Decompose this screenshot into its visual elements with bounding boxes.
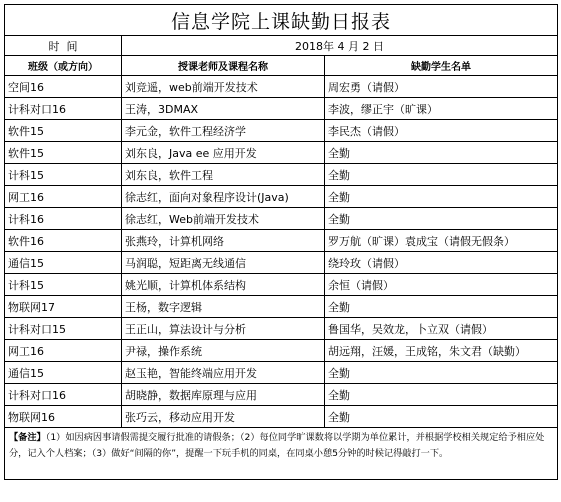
attendance-report — [4, 4, 557, 480]
row-class: 计科对口16 — [5, 98, 122, 120]
row-teacher-course: 张燕玲，计算机网络 — [122, 230, 325, 252]
row-teacher-course: 刘竞遥，web前端开发技术 — [122, 76, 325, 98]
row-class: 网工16 — [5, 340, 122, 362]
row-absent: 周宏勇（请假） — [325, 76, 558, 98]
row-teacher-course: 王杨，数字逻辑 — [122, 296, 325, 318]
header-teacher-course: 授课老师及课程名称 — [122, 56, 325, 76]
table-row — [5, 98, 558, 120]
report-title: 信息学院上课缺勤日报表 — [5, 5, 558, 36]
note-row — [5, 428, 558, 480]
table-row — [5, 340, 558, 362]
date-label: 时 间 — [5, 36, 122, 56]
row-class: 软件15 — [5, 120, 122, 142]
row-absent: 余恒（请假） — [325, 274, 558, 296]
row-class: 通信15 — [5, 362, 122, 384]
row-class: 计科15 — [5, 274, 122, 296]
table-row — [5, 230, 558, 252]
table-row — [5, 142, 558, 164]
row-teacher-course: 姚光顺，计算机体系结构 — [122, 274, 325, 296]
row-teacher-course: 刘东良，Java ee 应用开发 — [122, 142, 325, 164]
row-class: 计科对口15 — [5, 318, 122, 340]
table-row — [5, 164, 558, 186]
table-row — [5, 274, 558, 296]
table-row — [5, 296, 558, 318]
note-label: 【备注】 — [9, 432, 46, 443]
row-class: 通信15 — [5, 252, 122, 274]
row-class: 网工16 — [5, 186, 122, 208]
row-absent: 全勤 — [325, 186, 558, 208]
row-absent: 罗万航（旷课）袁成宝（请假无假条） — [325, 230, 558, 252]
row-class: 空间16 — [5, 76, 122, 98]
row-absent: 全勤 — [325, 208, 558, 230]
row-absent: 全勤 — [325, 296, 558, 318]
row-class: 计科16 — [5, 208, 122, 230]
table-row — [5, 252, 558, 274]
row-absent: 李民杰（请假） — [325, 120, 558, 142]
row-class: 软件16 — [5, 230, 122, 252]
table-row — [5, 208, 558, 230]
row-absent: 鲁国华，吴效龙，卜立双（请假） — [325, 318, 558, 340]
row-absent: 全勤 — [325, 142, 558, 164]
header-row — [5, 56, 558, 76]
date-row — [5, 36, 558, 56]
row-teacher-course: 徐志红，面向对象程序设计(Java) — [122, 186, 325, 208]
header-class: 班级（或方向） — [5, 56, 122, 76]
row-teacher-course: 马润聪，短距离无线通信 — [122, 252, 325, 274]
row-teacher-course: 徐志红，Web前端开发技术 — [122, 208, 325, 230]
note-cell — [5, 428, 558, 480]
header-absent: 缺勤学生名单 — [325, 56, 558, 76]
row-teacher-course: 胡晓静，数据库原理与应用 — [122, 384, 325, 406]
table-row — [5, 76, 558, 98]
table-row — [5, 384, 558, 406]
row-class: 物联网17 — [5, 296, 122, 318]
report-table — [4, 4, 558, 480]
table-row — [5, 186, 558, 208]
row-absent: 全勤 — [325, 164, 558, 186]
date-value: 2018年 4 月 2 日 — [122, 36, 558, 56]
table-row — [5, 120, 558, 142]
row-teacher-course: 王正山，算法设计与分析 — [122, 318, 325, 340]
row-absent: 全勤 — [325, 406, 558, 428]
title-row — [5, 5, 558, 36]
table-row — [5, 318, 558, 340]
row-teacher-course: 张巧云，移动应用开发 — [122, 406, 325, 428]
row-class: 计科15 — [5, 164, 122, 186]
row-class: 计科对口16 — [5, 384, 122, 406]
row-absent: 全勤 — [325, 362, 558, 384]
row-absent: 李波，缪正宇（旷课） — [325, 98, 558, 120]
row-class: 软件15 — [5, 142, 122, 164]
row-absent: 全勤 — [325, 384, 558, 406]
row-absent: 绕玲玫（请假） — [325, 252, 558, 274]
table-row — [5, 362, 558, 384]
note-text: （1）如因病因事请假需提交履行批准的请假条；（2）每位同学旷课数将以学期为单位累计，并根据学校相关规定给予相应处分，记入个人档案；（3）做好“间隔的你”，提醒一下玩手机的同桌，在同桌小憩5分钟的时候记得敲打一下。 — [9, 432, 545, 459]
row-teacher-course: 刘东良，软件工程 — [122, 164, 325, 186]
row-teacher-course: 赵玉艳，智能终端应用开发 — [122, 362, 325, 384]
row-teacher-course: 尹禄，操作系统 — [122, 340, 325, 362]
row-class: 物联网16 — [5, 406, 122, 428]
row-teacher-course: 李元金，软件工程经济学 — [122, 120, 325, 142]
row-absent: 胡远翔，汪媛，王成铭，朱文君（缺勤） — [325, 340, 558, 362]
table-row — [5, 406, 558, 428]
row-teacher-course: 王涛，3DMAX — [122, 98, 325, 120]
